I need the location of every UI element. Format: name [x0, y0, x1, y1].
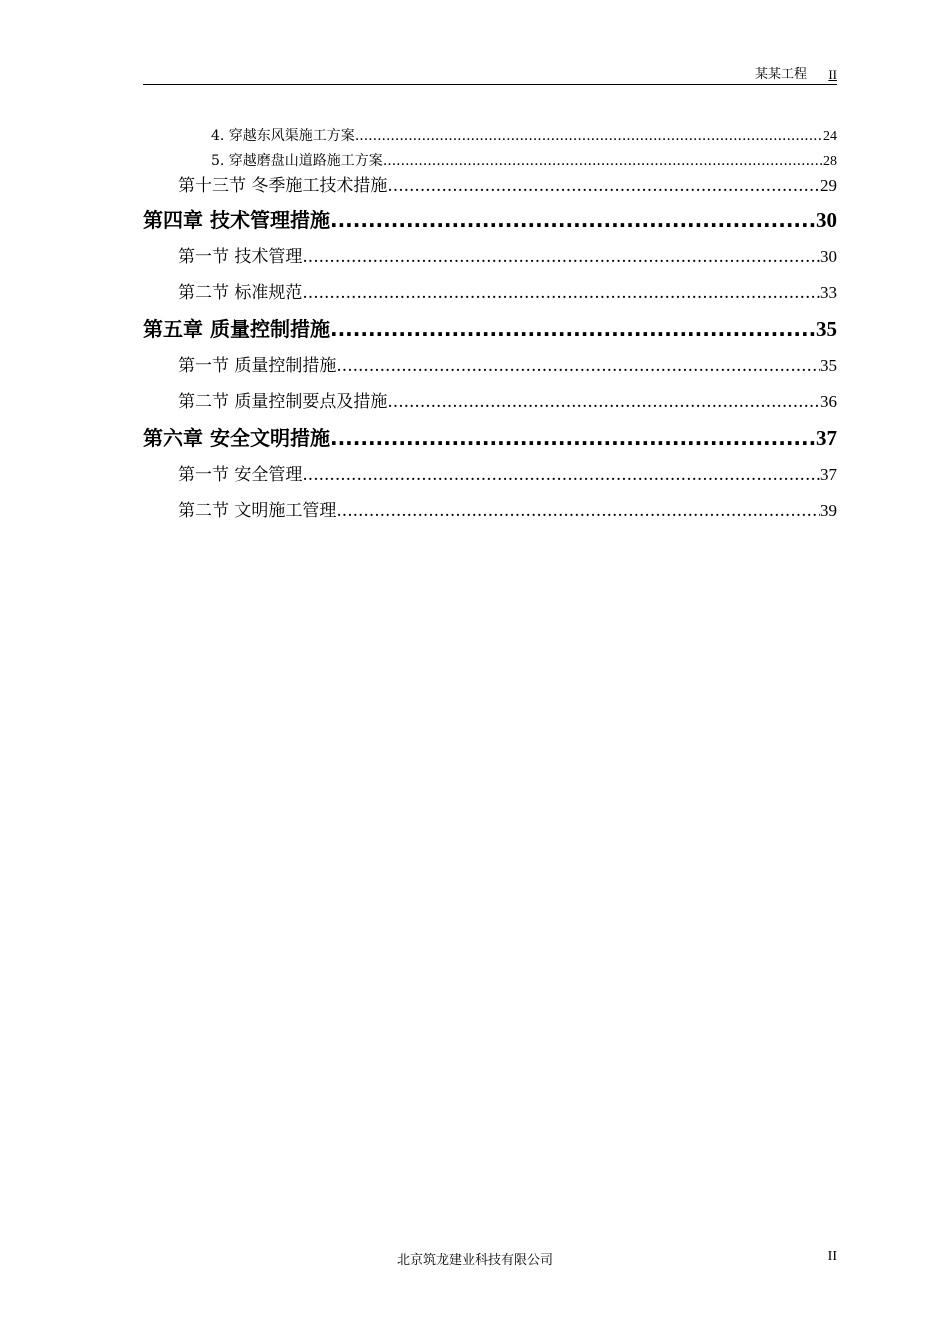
toc-entry[interactable]	[143, 391, 837, 427]
toc-leader-dots	[336, 355, 820, 377]
toc-entry-page: 39	[820, 501, 837, 520]
toc-entry-page: 24	[823, 129, 837, 144]
toc-entry[interactable]	[143, 125, 837, 150]
toc-entry-page: 35	[820, 356, 837, 375]
toc-entry[interactable]	[143, 500, 837, 536]
page-header	[143, 66, 837, 85]
toc-leader-dots	[302, 246, 820, 268]
toc-leader-dots	[336, 500, 820, 522]
toc-leader-dots	[387, 175, 820, 197]
toc-entry-page: 35	[816, 317, 837, 341]
toc-entry[interactable]	[143, 175, 837, 209]
toc-entry[interactable]	[143, 464, 837, 500]
toc-leader-dots	[355, 125, 823, 147]
header-title: 某某工程	[754, 67, 807, 82]
toc-leader-dots	[302, 464, 820, 486]
toc-entry-page: 33	[820, 283, 837, 302]
toc-entry-page: 36	[820, 392, 837, 411]
toc-entry-label: 第二节 质量控制要点及措施	[178, 392, 388, 412]
toc-entry-label: 第一节 安全管理	[178, 465, 303, 485]
header-page-number: II	[828, 67, 837, 82]
toc-leader-dots	[330, 318, 816, 340]
toc-leader-dots	[387, 391, 820, 413]
toc-entry[interactable]	[143, 282, 837, 318]
toc-entry-label: 第十三节 冬季施工技术措施	[178, 176, 388, 196]
toc-chapter-entry[interactable]	[143, 427, 837, 464]
toc-entry-page: 30	[820, 247, 837, 266]
toc-leader-dots	[330, 427, 816, 449]
toc-entry-label: 第二节 文明施工管理	[178, 501, 337, 521]
toc-leader-dots	[302, 282, 820, 304]
toc-entry-page: 30	[816, 208, 837, 232]
toc-entry-label: 第一节 质量控制措施	[178, 356, 337, 376]
toc-leader-dots	[383, 150, 823, 172]
toc-entry-label: 第六章 安全文明措施	[143, 426, 330, 450]
toc-entry-page: 37	[816, 426, 837, 450]
toc-entry-page: 28	[823, 154, 837, 169]
footer-page-number: II	[827, 1249, 837, 1264]
toc-entry-page: 29	[820, 176, 837, 195]
toc-entry[interactable]	[143, 246, 837, 282]
toc-entry-label: 第四章 技术管理措施	[143, 208, 330, 232]
toc-entry[interactable]	[143, 355, 837, 391]
toc-chapter-entry[interactable]	[143, 209, 837, 246]
footer-company-name: 北京筑龙建业科技有限公司	[396, 1253, 553, 1268]
toc-chapter-entry[interactable]	[143, 318, 837, 355]
toc-entry-page: 37	[820, 465, 837, 484]
toc-entry[interactable]	[143, 150, 837, 175]
toc-entry-label: 第五章 质量控制措施	[143, 317, 330, 341]
table-of-contents	[143, 125, 837, 536]
toc-entry-label: 第一节 技术管理	[178, 247, 303, 267]
toc-leader-dots	[330, 209, 816, 231]
toc-entry-label: 4. 穿越东风渠施工方案	[211, 128, 355, 144]
toc-entry-label: 5. 穿越磨盘山道路施工方案	[211, 153, 383, 169]
toc-entry-label: 第二节 标准规范	[178, 283, 303, 303]
